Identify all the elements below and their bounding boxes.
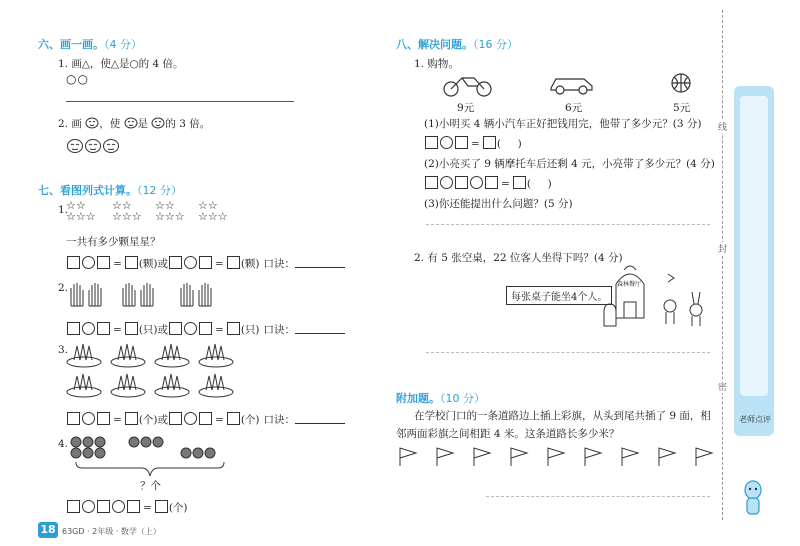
s8-q1a: (1)小明买 4 辆小汽车正好把钱用完，他带了多少元？(3 分) — [424, 118, 702, 130]
face-icon — [85, 117, 99, 129]
operator-circle[interactable] — [82, 256, 95, 269]
teacher-comment-label: 老师点评 — [739, 415, 771, 424]
answer-dashline — [486, 496, 710, 497]
operator-circle[interactable] — [440, 176, 453, 189]
answer-box[interactable] — [199, 412, 212, 425]
answer-box[interactable] — [425, 176, 438, 189]
car-icon — [548, 70, 596, 96]
three-faces-icon — [66, 136, 122, 156]
answer-box[interactable] — [227, 412, 240, 425]
s7-q4-equation: = (个) — [66, 500, 188, 515]
operator-circle[interactable] — [184, 256, 197, 269]
motorcycle-icon — [442, 70, 494, 98]
answer-box[interactable] — [227, 322, 240, 335]
operator-circle[interactable] — [440, 136, 453, 149]
answer-box[interactable] — [125, 322, 138, 335]
answer-box[interactable] — [455, 136, 468, 149]
binding-char-xian: 线 — [718, 120, 727, 133]
operator-circle[interactable] — [470, 176, 483, 189]
gloves-icon — [68, 278, 238, 308]
restaurant-animals-icon — [600, 262, 712, 332]
page-number: 18 — [38, 522, 58, 538]
answer-box[interactable] — [455, 176, 468, 189]
koujue-line[interactable] — [295, 267, 345, 268]
answer-box[interactable] — [97, 322, 110, 335]
face-icon — [124, 117, 138, 129]
answer-box[interactable] — [97, 412, 110, 425]
s7-q1-question: 一共有多少颗星星？ — [66, 236, 161, 248]
answer-box[interactable] — [127, 500, 140, 513]
price-ball: 5元 — [673, 102, 691, 114]
binding-char-mi: 密 — [718, 380, 727, 393]
answer-box[interactable] — [97, 256, 110, 269]
answer-box[interactable] — [169, 322, 182, 335]
s7-n2: 2. — [58, 282, 69, 294]
binding-char-feng: 封 — [718, 242, 727, 255]
operator-circle[interactable] — [112, 500, 125, 513]
answer-box[interactable] — [227, 256, 240, 269]
teacher-comment-panel — [734, 86, 774, 436]
stars-group-2: ☆☆ ☆☆☆ — [112, 199, 142, 223]
s7-q2-equation: = (只)或 = (只) 口诀： — [66, 322, 345, 337]
answer-box[interactable] — [97, 500, 110, 513]
s7-n3: 3. — [58, 344, 69, 356]
answer-box[interactable] — [67, 322, 80, 335]
s8-q1: 1. 购物。 — [414, 58, 459, 70]
face-icon — [151, 117, 165, 129]
answer-box[interactable] — [67, 500, 80, 513]
extra-line2: 邻两面彩旗之间相距 4 米。这条道路长多少米？ — [396, 428, 620, 440]
speech-bubble: 每张桌子能坐4个人。 — [506, 286, 612, 305]
koujue-line[interactable] — [295, 423, 345, 424]
answer-box[interactable] — [199, 322, 212, 335]
answer-dashline — [426, 352, 710, 353]
answer-box[interactable] — [67, 256, 80, 269]
operator-circle[interactable] — [184, 412, 197, 425]
extra-line1: 在学校门口的一条道路边上插上彩旗，从头到尾共插了 9 面，相 — [414, 410, 711, 422]
stars-group-3: ☆☆ ☆☆☆ — [155, 199, 185, 223]
apples-brace-icon — [66, 434, 226, 482]
s6-q1: 1. 画△，使△是○的 4 倍。 — [58, 58, 184, 70]
section7-title: 七、看图列式计算。（12 分） — [38, 184, 182, 197]
answer-box[interactable] — [513, 176, 526, 189]
s6-circles: ○○ — [66, 72, 89, 86]
pear-plates-icon — [66, 338, 236, 402]
stars-group-1: ☆☆ ☆☆☆ — [66, 199, 96, 223]
answer-box[interactable] — [155, 500, 168, 513]
s7-n1: 1. — [58, 204, 69, 216]
s8-q1c: (3)你还能提出什么问题？(5 分) — [424, 198, 573, 210]
operator-circle[interactable] — [82, 500, 95, 513]
flags-row-icon — [396, 444, 716, 468]
s8-q1b: (2)小亮买了 9 辆摩托车后还剩 4 元，小亮带了多少元？(4 分) — [424, 158, 715, 170]
price-motorcycle: 9元 — [457, 102, 475, 114]
operator-circle[interactable] — [82, 322, 95, 335]
s7-q1-equation: = (颗)或 = (颗) 口诀： — [66, 256, 345, 271]
binding-line — [722, 10, 723, 520]
s8-q2: 2. 有 5 张空桌，22 位客人坐得下吗？(4 分) — [414, 252, 623, 264]
answer-line — [66, 101, 294, 102]
footer-info: 63GD · 2年级 · 数学（上） — [62, 527, 161, 536]
s7-q3-equation: = (个)或 = (个) 口诀： — [66, 412, 345, 427]
s7-n4: 4. — [58, 438, 69, 450]
stars-group-4: ☆☆ ☆☆☆ — [198, 199, 228, 223]
price-car: 6元 — [565, 102, 583, 114]
s6-q2: 2. 画 ，使 是 的 3 倍。 — [58, 118, 211, 130]
s8-q1a-equation: = ( ) — [424, 136, 522, 150]
answer-box[interactable] — [125, 412, 138, 425]
answer-box[interactable] — [199, 256, 212, 269]
answer-box[interactable] — [67, 412, 80, 425]
koujue-line[interactable] — [295, 333, 345, 334]
section8-title: 八、解决问题。（16 分） — [396, 38, 518, 51]
answer-box[interactable] — [425, 136, 438, 149]
answer-box[interactable] — [125, 256, 138, 269]
restaurant-sign: 森林餐厅 — [617, 281, 642, 288]
answer-box[interactable] — [169, 256, 182, 269]
operator-circle[interactable] — [82, 412, 95, 425]
answer-box[interactable] — [169, 412, 182, 425]
extra-title: 附加题。（10 分） — [396, 392, 485, 405]
answer-dashline — [426, 224, 710, 225]
s7-q4-question: ？个 — [140, 480, 161, 492]
answer-box[interactable] — [483, 136, 496, 149]
ball-icon — [670, 72, 692, 94]
answer-box[interactable] — [485, 176, 498, 189]
section6-title: 六、画一画。（4 分） — [38, 38, 142, 51]
operator-circle[interactable] — [184, 322, 197, 335]
s8-q1b-equation: = ( ) — [424, 176, 552, 190]
mascot-icon — [738, 478, 768, 522]
